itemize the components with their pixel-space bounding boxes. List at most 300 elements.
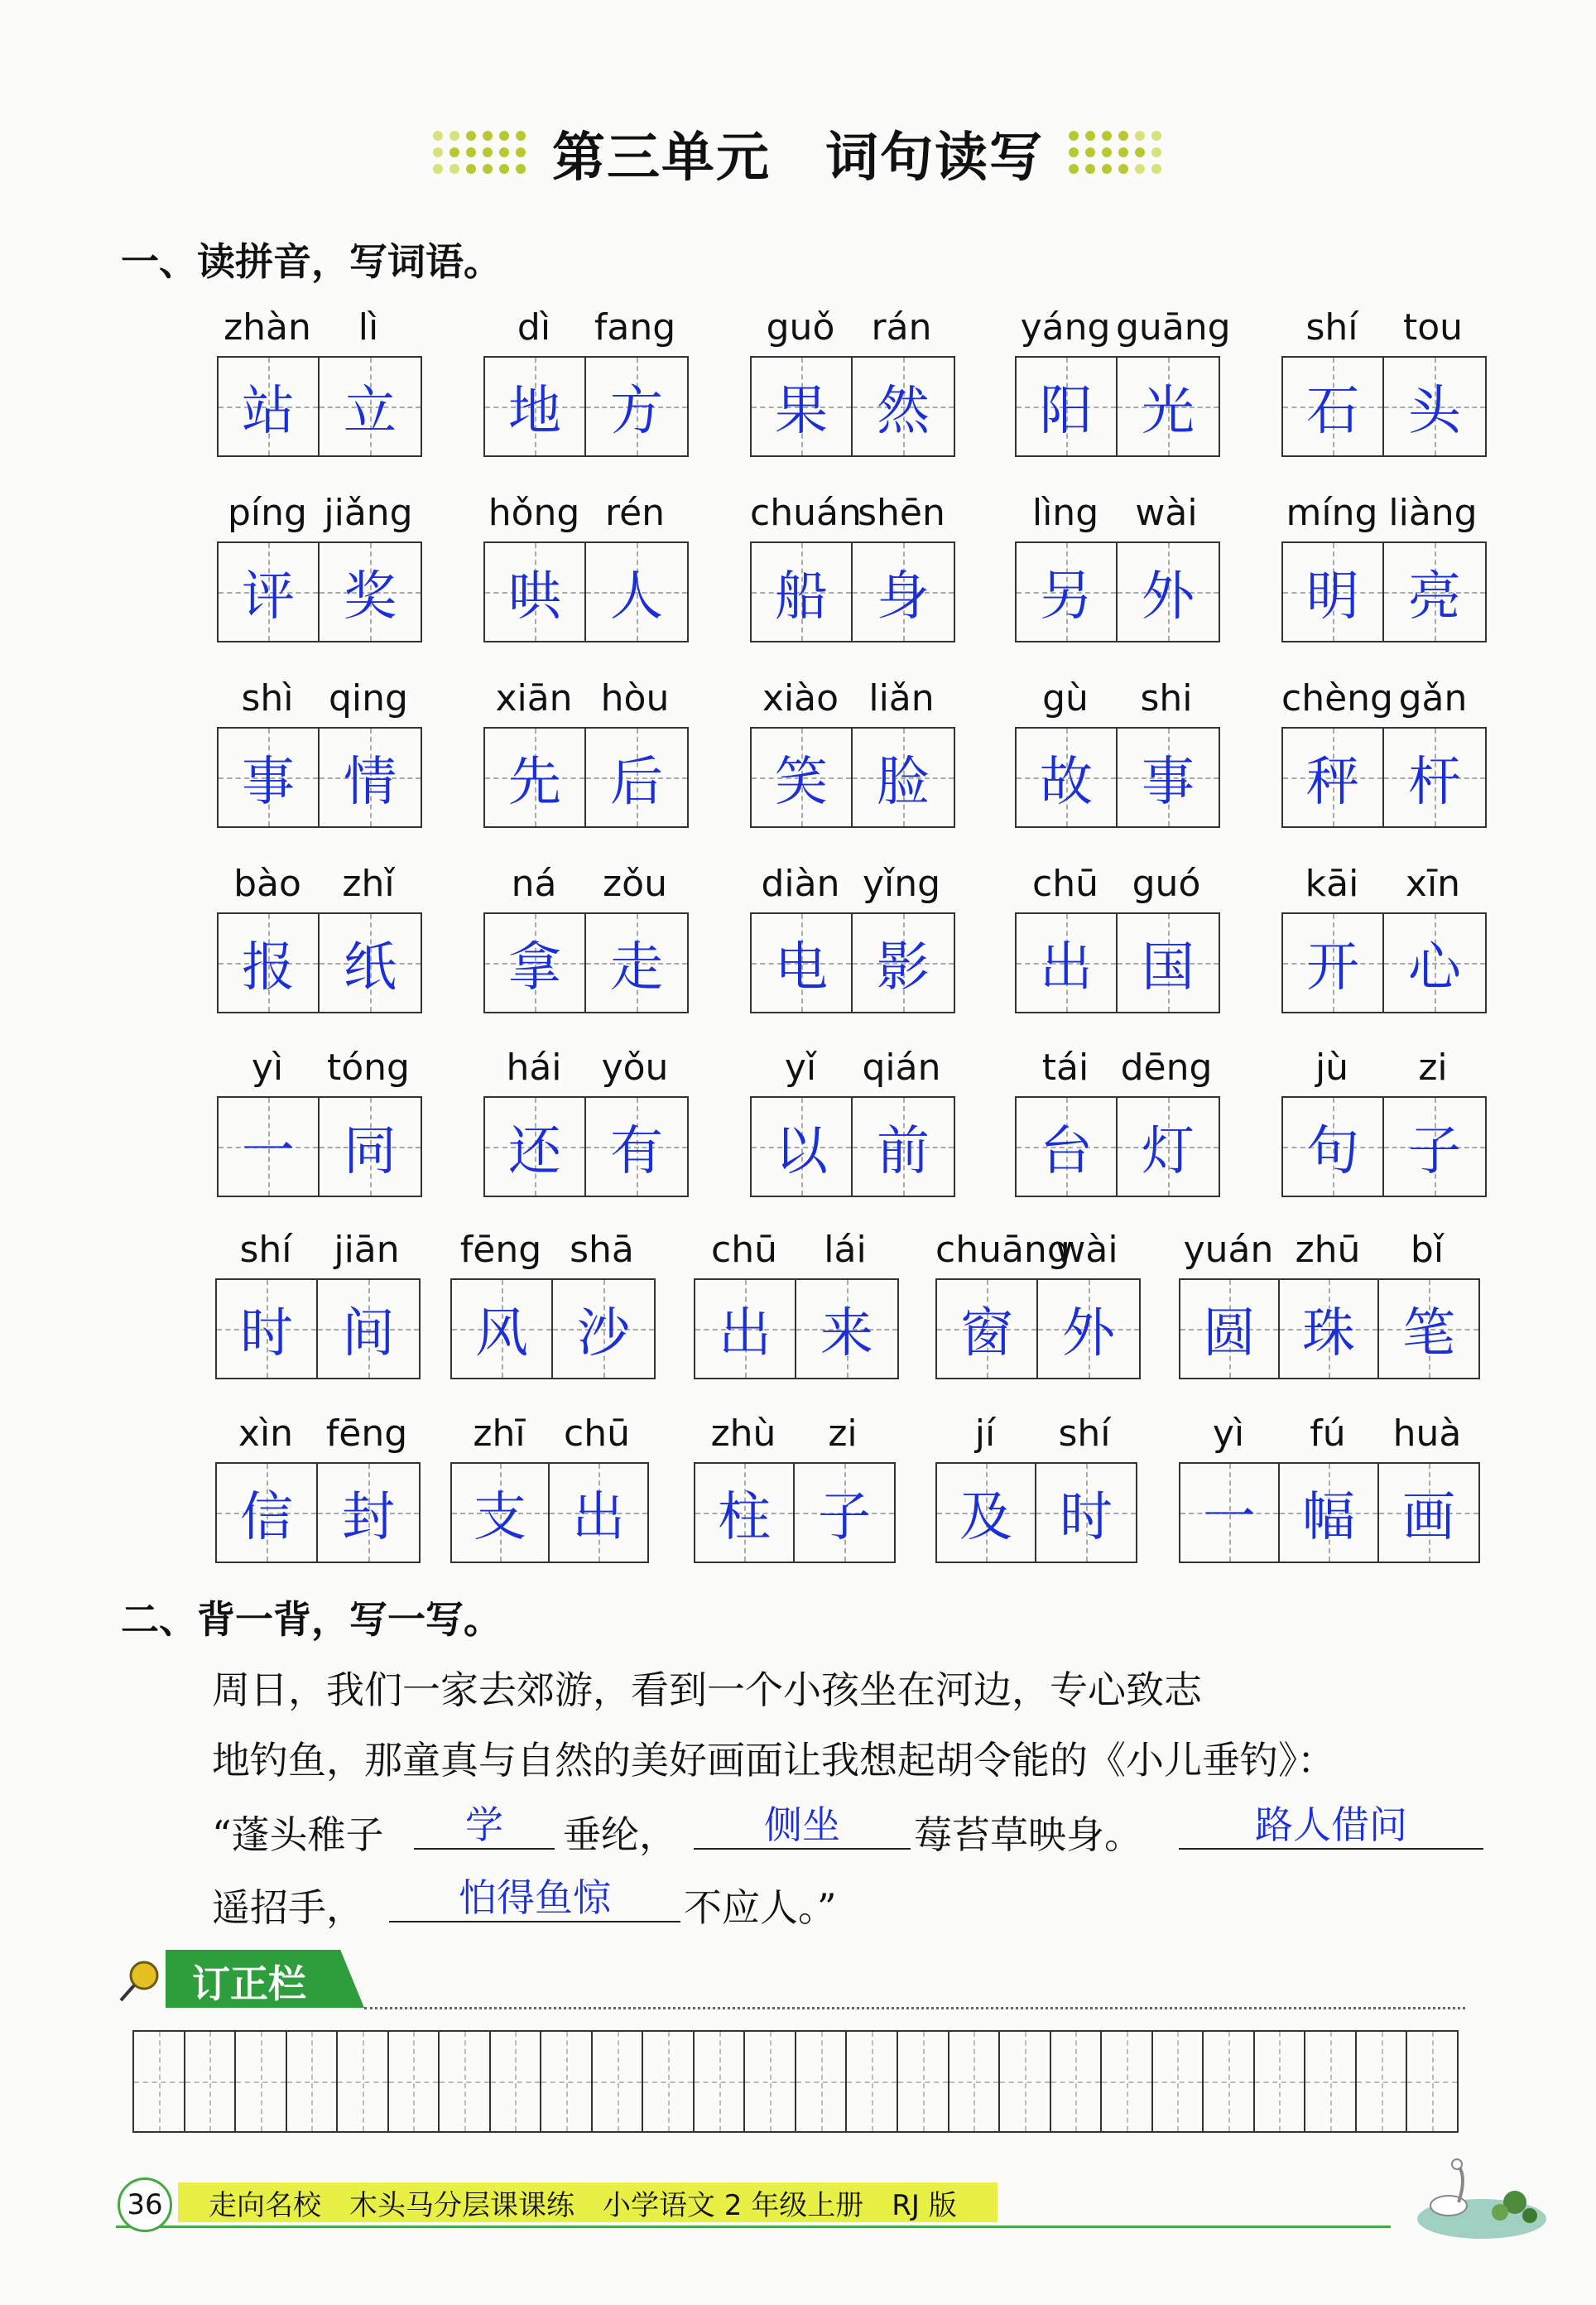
pinyin-syllable: wài — [1055, 1229, 1118, 1271]
word-item — [1015, 1047, 1220, 1197]
tianzige-cell[interactable] — [695, 1280, 796, 1378]
tianzige-cell[interactable] — [320, 358, 421, 455]
tianzige-cell[interactable] — [586, 358, 687, 455]
word-item — [1281, 492, 1487, 642]
poem-line-4b: 不应人。” — [684, 1885, 837, 1930]
footer-rule — [116, 2226, 1391, 2228]
pinyin-row — [217, 863, 419, 912]
writing-boxes[interactable] — [1281, 727, 1487, 828]
tianzige-cell[interactable] — [320, 543, 421, 641]
written-character: 另 — [1040, 566, 1093, 628]
writing-boxes[interactable] — [750, 356, 955, 457]
tianzige-cell[interactable] — [1017, 543, 1118, 641]
pinyin-syllable: chuán — [750, 492, 862, 534]
writing-boxes[interactable] — [694, 1462, 896, 1563]
written-character: 站 — [242, 381, 295, 442]
tianzige-cell[interactable] — [586, 1098, 687, 1196]
tianzige-cell[interactable] — [217, 1464, 318, 1562]
writing-boxes[interactable] — [1281, 356, 1487, 457]
pinyin-syllable: bǐ — [1410, 1229, 1445, 1271]
correction-divider — [364, 2007, 1465, 2009]
pinyin-row — [1015, 863, 1217, 912]
tianzige-cell[interactable] — [1283, 1098, 1384, 1196]
pinyin-row — [217, 677, 419, 727]
tianzige-cell[interactable] — [1017, 358, 1118, 455]
writing-boxes[interactable] — [217, 356, 422, 457]
tianzige-cell[interactable] — [1118, 543, 1219, 641]
pinyin-syllable: rán — [871, 306, 932, 349]
tianzige-cell[interactable] — [1283, 358, 1384, 455]
pinyin-row — [483, 677, 685, 727]
word-item — [1179, 1412, 1480, 1563]
pinyin-syllable: chū — [711, 1229, 777, 1271]
written-character: 亮 — [1408, 566, 1461, 628]
word-item — [483, 677, 689, 828]
tianzige-cell[interactable] — [320, 914, 421, 1012]
written-character: 一 — [242, 1121, 295, 1182]
writing-boxes[interactable] — [1015, 1096, 1220, 1197]
writing-boxes[interactable] — [1281, 1096, 1487, 1197]
writing-boxes[interactable] — [483, 1096, 689, 1197]
tianzige-cell[interactable] — [1384, 914, 1485, 1012]
word-item — [1281, 1047, 1487, 1197]
written-character: 子 — [818, 1487, 871, 1548]
written-character: 哄 — [508, 566, 561, 628]
pinyin-row — [217, 492, 419, 541]
pinyin-syllable: shí — [1058, 1412, 1111, 1455]
pinyin-syllable: yǐ — [784, 1047, 817, 1089]
pinyin-syllable: fú — [1310, 1412, 1346, 1455]
pinyin-row — [750, 306, 952, 356]
tianzige-cell[interactable] — [1384, 1098, 1485, 1196]
tianzige-cell[interactable] — [853, 914, 954, 1012]
writing-boxes[interactable] — [694, 1278, 899, 1379]
tianzige-cell[interactable] — [550, 1464, 647, 1562]
tianzige-cell[interactable] — [485, 543, 586, 641]
tianzige-cell[interactable] — [586, 543, 687, 641]
passage-line-1: 周日，我们一家去郊游，看到一个小孩坐在河边，专心致志 — [212, 1667, 1202, 1712]
section-2-heading: 二、背一背，写一写。 — [121, 1597, 502, 1642]
pinyin-syllable: qián — [862, 1047, 941, 1089]
pinyin-row — [217, 306, 419, 356]
written-character: 拿 — [508, 937, 561, 999]
written-character: 画 — [1402, 1487, 1455, 1548]
tianzige-cell[interactable] — [318, 1280, 419, 1378]
pinyin-syllable: wài — [1135, 492, 1198, 534]
word-item — [217, 863, 422, 1013]
tianzige-cell[interactable] — [553, 1280, 654, 1378]
writing-boxes[interactable] — [1179, 1278, 1480, 1379]
written-character: 时 — [240, 1303, 293, 1364]
written-character: 身 — [877, 566, 930, 628]
answer-1: 学 — [465, 1802, 503, 1847]
tianzige-cell[interactable] — [485, 1098, 586, 1196]
written-character: 影 — [877, 937, 930, 999]
pushpin-icon — [116, 1956, 166, 2005]
pinyin-row — [1015, 677, 1217, 727]
answer-4: 怕得鱼惊 — [459, 1875, 611, 1920]
written-character: 风 — [475, 1303, 528, 1364]
tianzige-cell[interactable] — [752, 543, 853, 641]
poem-line-3c: 莓苔草映身。 — [914, 1812, 1142, 1857]
pinyin-row — [1015, 492, 1217, 541]
poem-line-4a: 遥招手， — [212, 1885, 364, 1930]
tianzige-cell[interactable] — [586, 729, 687, 826]
word-item — [1281, 677, 1487, 828]
tianzige-cell[interactable] — [1017, 1098, 1118, 1196]
pinyin-syllable: shā — [570, 1229, 634, 1271]
pinyin-syllable: chū — [564, 1412, 630, 1455]
word-item — [1015, 306, 1231, 457]
pinyin-syllable: yǒu — [601, 1047, 669, 1089]
written-character: 脸 — [877, 752, 930, 813]
writing-boxes[interactable] — [1281, 912, 1487, 1013]
tianzige-cell[interactable] — [695, 1464, 795, 1562]
written-character: 果 — [775, 381, 828, 442]
writing-boxes[interactable] — [1015, 912, 1220, 1013]
tianzige-cell[interactable] — [219, 358, 320, 455]
swan-pond-illustration-icon — [1407, 2136, 1548, 2244]
tianzige-cell[interactable] — [1118, 914, 1219, 1012]
pinyin-syllable: rén — [604, 492, 666, 534]
tianzige-cell[interactable] — [1017, 729, 1118, 826]
pinyin-syllable: zhǐ — [342, 863, 395, 905]
word-item — [483, 1047, 689, 1197]
pinyin-syllable: dēng — [1120, 1047, 1213, 1089]
written-character: 人 — [610, 566, 663, 628]
tianzige-cell[interactable] — [318, 1464, 419, 1562]
tianzige-cell[interactable] — [853, 358, 954, 455]
writing-boxes[interactable] — [483, 356, 689, 457]
written-character: 立 — [344, 381, 397, 442]
tianzige-cell[interactable] — [1036, 1464, 1136, 1562]
pinyin-row — [1281, 1047, 1483, 1096]
tianzige-cell[interactable] — [1283, 543, 1384, 641]
tianzige-cell[interactable] — [1384, 543, 1485, 641]
writing-boxes[interactable] — [215, 1278, 421, 1379]
writing-boxes[interactable] — [1179, 1462, 1480, 1563]
pinyin-syllable: tóng — [327, 1047, 410, 1089]
tianzige-cell[interactable] — [320, 1098, 421, 1196]
writing-boxes[interactable] — [750, 727, 955, 828]
writing-boxes[interactable] — [217, 541, 422, 642]
written-character: 情 — [344, 752, 397, 813]
tianzige-cell[interactable] — [752, 358, 853, 455]
tianzige-cell[interactable] — [752, 729, 853, 826]
writing-boxes[interactable] — [1015, 541, 1220, 642]
writing-boxes[interactable] — [750, 912, 955, 1013]
tianzige-cell[interactable] — [1283, 729, 1384, 826]
written-character: 灯 — [1142, 1121, 1195, 1182]
pinyin-syllable: chū — [1032, 863, 1098, 905]
written-character: 支 — [474, 1487, 526, 1548]
tianzige-cell[interactable] — [452, 1280, 553, 1378]
word-item — [750, 492, 955, 642]
tianzige-cell[interactable] — [219, 1098, 320, 1196]
pinyin-syllable: gǎn — [1398, 677, 1468, 719]
tianzige-cell[interactable] — [752, 914, 853, 1012]
pinyin-syllable: hái — [506, 1047, 562, 1089]
pinyin-row — [450, 1412, 646, 1462]
pinyin-syllable: shēn — [858, 492, 945, 534]
written-character: 走 — [610, 937, 663, 999]
pinyin-row — [1281, 863, 1483, 912]
pinyin-syllable: yáng — [1020, 306, 1111, 349]
written-character: 奖 — [344, 566, 397, 628]
word-item — [1015, 863, 1220, 1013]
writing-boxes[interactable] — [483, 541, 689, 642]
pinyin-syllable: guó — [1132, 863, 1201, 905]
pinyin-syllable: shi — [1140, 677, 1193, 719]
written-character: 阳 — [1040, 381, 1093, 442]
tianzige-cell[interactable] — [1379, 1280, 1478, 1378]
tianzige-cell[interactable] — [853, 1098, 954, 1196]
written-character: 子 — [1408, 1121, 1461, 1182]
word-item — [694, 1229, 899, 1379]
pinyin-row — [750, 677, 952, 727]
written-character: 笔 — [1402, 1303, 1455, 1364]
pinyin-syllable: guāng — [1116, 306, 1231, 349]
written-character: 船 — [775, 566, 828, 628]
pinyin-syllable: gù — [1042, 677, 1089, 719]
written-character: 一 — [1203, 1487, 1256, 1548]
word-item — [217, 306, 422, 457]
correction-grid[interactable] — [132, 2030, 1459, 2133]
pinyin-syllable: chèng — [1281, 677, 1393, 719]
pinyin-syllable: míng — [1286, 492, 1378, 534]
written-character: 外 — [1062, 1303, 1115, 1364]
pinyin-syllable: tou — [1402, 306, 1464, 349]
writing-boxes[interactable] — [483, 727, 689, 828]
word-item — [483, 306, 689, 457]
pinyin-syllable: huà — [1392, 1412, 1462, 1455]
tianzige-cell[interactable] — [1038, 1280, 1139, 1378]
tianzige-cell[interactable] — [1379, 1464, 1478, 1562]
tianzige-cell[interactable] — [485, 729, 586, 826]
tianzige-cell[interactable] — [853, 543, 954, 641]
written-character: 然 — [877, 381, 930, 442]
written-character: 以 — [775, 1121, 828, 1182]
pinyin-syllable: hòu — [600, 677, 670, 719]
pinyin-syllable: shì — [241, 677, 294, 719]
pinyin-row — [1281, 492, 1483, 541]
pinyin-syllable: guǒ — [766, 306, 835, 349]
written-character: 出 — [1040, 937, 1093, 999]
pinyin-syllable: lái — [824, 1229, 867, 1271]
written-character: 石 — [1306, 381, 1359, 442]
writing-boxes[interactable] — [935, 1462, 1137, 1563]
writing-boxes[interactable] — [217, 1096, 422, 1197]
pinyin-row — [694, 1412, 892, 1462]
pinyin-row — [1179, 1229, 1477, 1278]
written-character: 电 — [775, 937, 828, 999]
decorative-dots-left — [433, 131, 527, 176]
written-character: 外 — [1142, 566, 1195, 628]
pinyin-syllable: xiān — [495, 677, 573, 719]
written-character: 秤 — [1306, 752, 1359, 813]
pinyin-syllable: píng — [228, 492, 307, 534]
tianzige-cell[interactable] — [1180, 1464, 1280, 1562]
writing-boxes[interactable] — [450, 1278, 656, 1379]
poem-line-3a: “蓬头稚子 — [212, 1812, 384, 1857]
tianzige-cell[interactable] — [452, 1464, 550, 1562]
pinyin-row — [935, 1412, 1134, 1462]
word-item — [1015, 677, 1220, 828]
pinyin-row — [215, 1229, 417, 1278]
written-character: 间 — [342, 1303, 395, 1364]
pinyin-row — [935, 1229, 1137, 1278]
pinyin-syllable: zi — [828, 1412, 858, 1455]
answer-2: 侧坐 — [764, 1802, 840, 1847]
writing-boxes[interactable] — [750, 1096, 955, 1197]
pinyin-row — [483, 492, 685, 541]
pinyin-syllable: xīn — [1405, 863, 1461, 905]
writing-boxes[interactable] — [215, 1462, 421, 1563]
pinyin-syllable: fang — [594, 306, 676, 349]
pinyin-row — [483, 863, 685, 912]
tianzige-cell[interactable] — [320, 729, 421, 826]
pinyin-syllable: lìng — [1031, 492, 1099, 534]
written-character: 幅 — [1302, 1487, 1355, 1548]
pinyin-row — [750, 1047, 952, 1096]
tianzige-cell[interactable] — [752, 1098, 853, 1196]
tianzige-cell[interactable] — [796, 1280, 897, 1378]
tianzige-cell[interactable] — [1118, 729, 1219, 826]
tianzige-cell[interactable] — [1118, 358, 1219, 455]
pinyin-syllable: jiǎng — [324, 492, 413, 534]
footer-text: 走向名校 木头马分层课课练 小学语文 2 年级上册 RJ 版 — [209, 2189, 957, 2222]
pinyin-syllable: fēng — [459, 1229, 542, 1271]
pinyin-syllable: dì — [517, 306, 551, 349]
written-character: 封 — [342, 1487, 395, 1548]
tianzige-cell[interactable] — [1384, 358, 1485, 455]
decorative-dots-right — [1069, 131, 1163, 176]
word-item — [1281, 863, 1487, 1013]
word-item — [450, 1412, 649, 1563]
pinyin-row — [217, 1047, 419, 1096]
pinyin-row — [483, 306, 685, 356]
word-item — [215, 1412, 421, 1563]
word-item — [217, 1047, 422, 1197]
writing-boxes[interactable] — [935, 1278, 1141, 1379]
pinyin-syllable: xìn — [238, 1412, 294, 1455]
writing-boxes[interactable] — [1281, 541, 1487, 642]
writing-boxes[interactable] — [217, 912, 422, 1013]
page-title: 第三单元 词句读写 — [552, 128, 1044, 189]
pinyin-row — [750, 863, 952, 912]
writing-boxes[interactable] — [750, 541, 955, 642]
passage-line-2: 地钓鱼，那童真与自然的美好画面让我想起胡令能的《小儿垂钓》： — [212, 1738, 1335, 1783]
word-item — [215, 1229, 421, 1379]
poem-line-3b: 垂纶， — [563, 1812, 677, 1857]
tianzige-cell[interactable] — [1384, 729, 1485, 826]
pinyin-syllable: jù — [1315, 1047, 1349, 1089]
tianzige-cell[interactable] — [1280, 1280, 1379, 1378]
word-item — [217, 677, 422, 828]
writing-boxes[interactable] — [1015, 727, 1220, 828]
pinyin-syllable: yì — [1212, 1412, 1245, 1455]
written-character: 笑 — [775, 752, 828, 813]
pinyin-syllable: xiào — [762, 677, 839, 719]
written-character: 有 — [610, 1121, 663, 1182]
pinyin-syllable: chuāng — [935, 1229, 1070, 1271]
pinyin-syllable: shí — [239, 1229, 292, 1271]
pinyin-row — [750, 492, 952, 541]
tianzige-cell[interactable] — [219, 543, 320, 641]
tianzige-cell[interactable] — [219, 729, 320, 826]
word-item — [483, 863, 689, 1013]
tianzige-cell[interactable] — [485, 358, 586, 455]
written-character: 光 — [1142, 381, 1195, 442]
writing-boxes[interactable] — [483, 912, 689, 1013]
written-character: 柱 — [718, 1487, 771, 1548]
tianzige-cell[interactable] — [1280, 1464, 1379, 1562]
written-character: 出 — [572, 1487, 625, 1548]
tianzige-cell[interactable] — [1017, 914, 1118, 1012]
word-item — [217, 492, 422, 642]
page-number: 36 — [118, 2177, 172, 2232]
pinyin-syllable: qing — [329, 677, 408, 719]
tianzige-cell[interactable] — [217, 1280, 318, 1378]
written-character: 后 — [610, 752, 663, 813]
written-character: 报 — [242, 937, 295, 999]
pinyin-syllable: jí — [974, 1412, 996, 1455]
pinyin-syllable: tái — [1041, 1047, 1089, 1089]
pinyin-row — [483, 1047, 685, 1096]
written-character: 故 — [1040, 752, 1093, 813]
pinyin-syllable: liǎn — [868, 677, 935, 719]
pinyin-syllable: jiān — [334, 1229, 400, 1271]
tianzige-cell[interactable] — [485, 914, 586, 1012]
pinyin-syllable: zi — [1418, 1047, 1448, 1089]
tianzige-cell[interactable] — [795, 1464, 894, 1562]
pinyin-row — [1179, 1412, 1477, 1462]
written-character: 还 — [508, 1121, 561, 1182]
pinyin-syllable: ná — [511, 863, 557, 905]
tianzige-cell[interactable] — [937, 1464, 1036, 1562]
written-character: 同 — [344, 1121, 397, 1182]
tianzige-cell[interactable] — [1118, 1098, 1219, 1196]
tianzige-cell[interactable] — [853, 729, 954, 826]
writing-boxes[interactable] — [1015, 356, 1220, 457]
writing-boxes[interactable] — [450, 1462, 649, 1563]
tianzige-cell[interactable] — [1283, 914, 1384, 1012]
pinyin-syllable: zhàn — [224, 306, 311, 349]
pinyin-row — [215, 1412, 417, 1462]
written-character: 头 — [1408, 381, 1461, 442]
tianzige-cell[interactable] — [219, 914, 320, 1012]
written-character: 国 — [1142, 937, 1195, 999]
written-character: 前 — [877, 1121, 930, 1182]
word-item — [694, 1412, 896, 1563]
tianzige-cell[interactable] — [586, 914, 687, 1012]
pinyin-syllable: yǐng — [862, 863, 941, 905]
written-character: 窗 — [960, 1303, 1013, 1364]
written-character: 及 — [959, 1487, 1012, 1548]
word-item — [483, 492, 689, 642]
written-character: 出 — [719, 1303, 772, 1364]
tianzige-cell[interactable] — [1180, 1280, 1280, 1378]
tianzige-cell[interactable] — [937, 1280, 1038, 1378]
word-item — [935, 1412, 1137, 1563]
pinyin-syllable: kāi — [1305, 863, 1359, 905]
pinyin-row — [450, 1229, 652, 1278]
pinyin-syllable: hǒng — [488, 492, 580, 534]
writing-boxes[interactable] — [217, 727, 422, 828]
pinyin-syllable: diàn — [761, 863, 840, 905]
pinyin-syllable: lì — [358, 306, 379, 349]
written-character: 杆 — [1408, 752, 1461, 813]
